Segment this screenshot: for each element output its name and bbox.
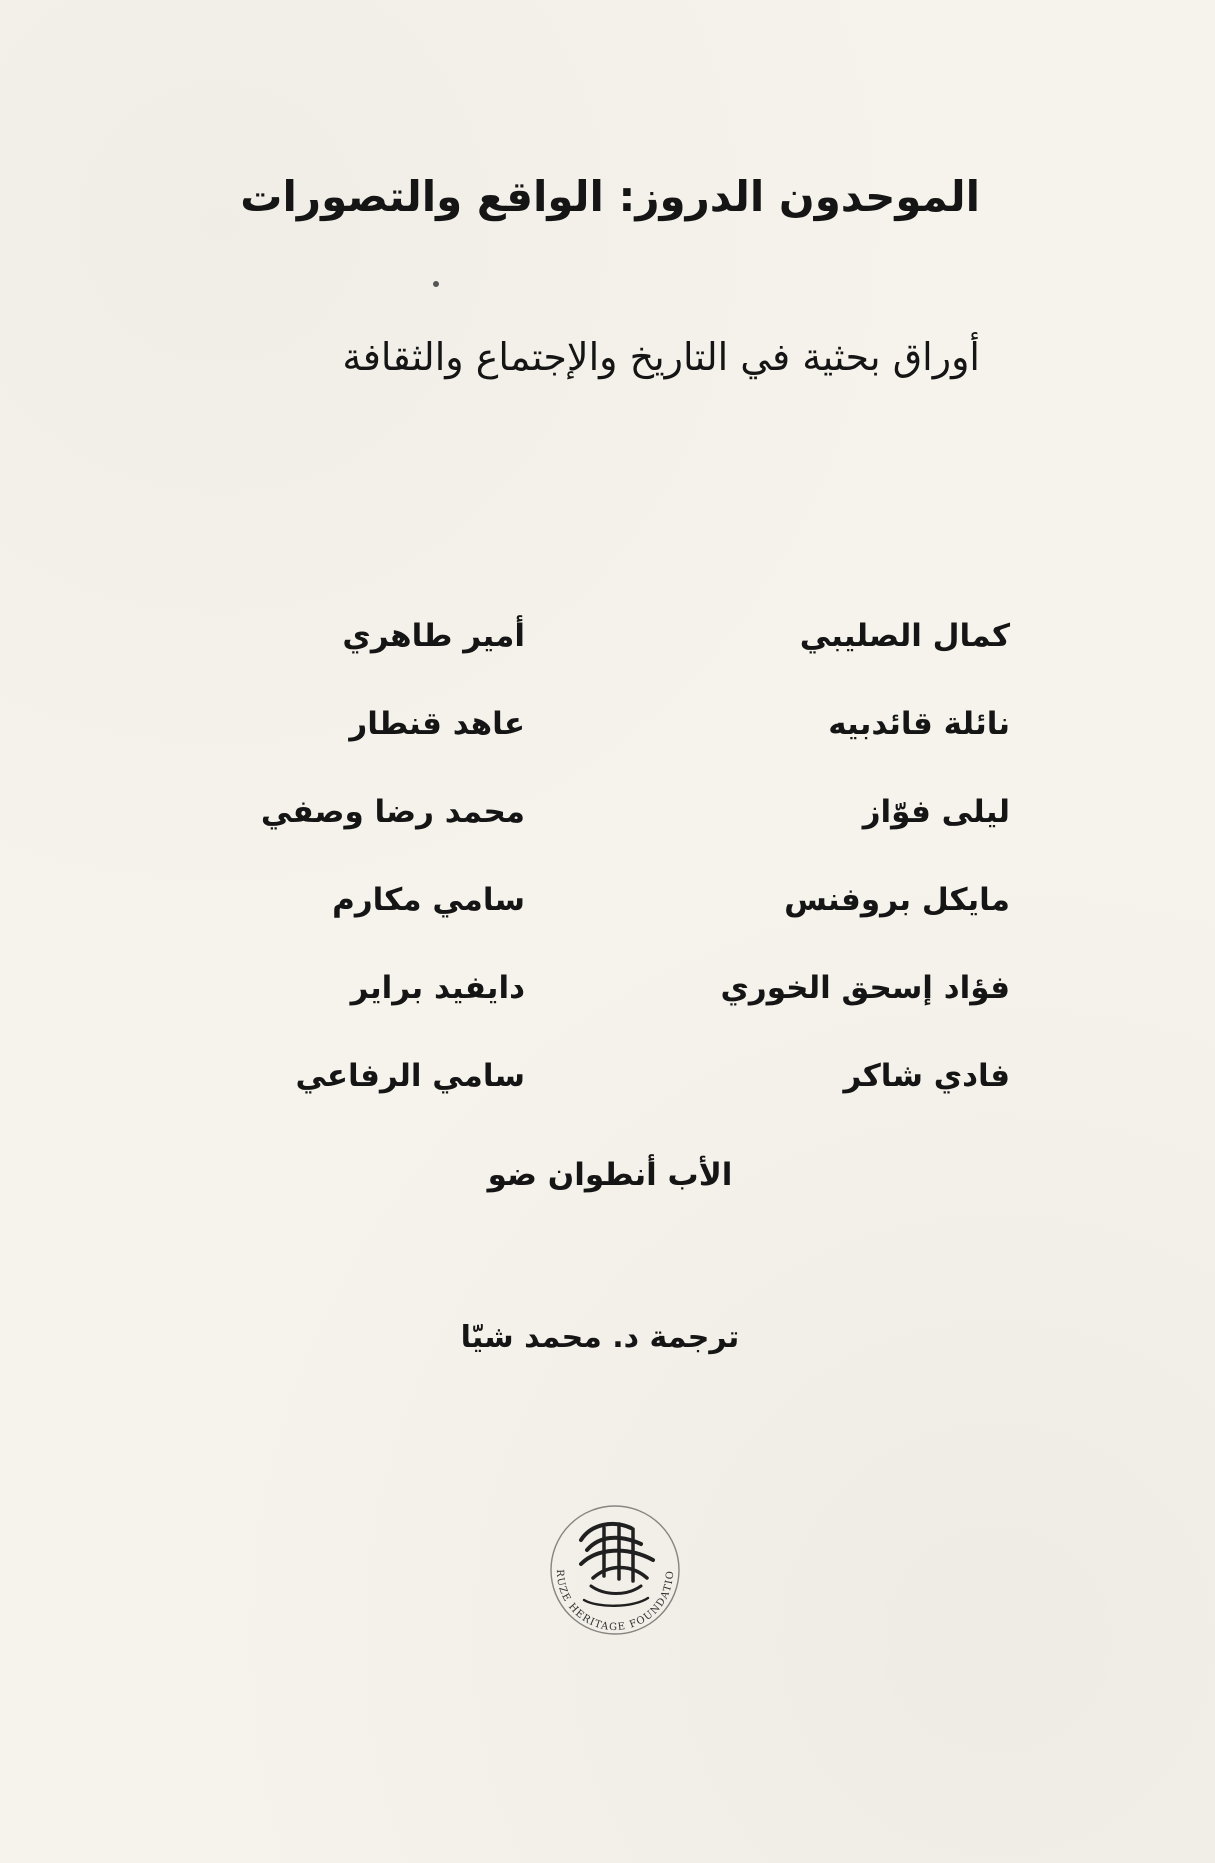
- translator-credit: ترجمة د. محمد شيّا: [460, 1320, 740, 1355]
- author-row: [250, 794, 1010, 882]
- author-name: نائلة قائدبيه: [828, 706, 1010, 742]
- author-name: مايكل بروفنس: [784, 882, 1010, 918]
- authors-list: [250, 618, 1010, 1146]
- author-name: أمير طاهري: [342, 618, 525, 654]
- author-name: سامي الرفاعي: [295, 1058, 525, 1094]
- calligraphy-seal-icon: [535, 1490, 695, 1650]
- author-row: [250, 618, 1010, 706]
- author-row: [250, 882, 1010, 970]
- ink-speck: [433, 281, 439, 287]
- author-row: [250, 706, 1010, 794]
- page-subtitle: أوراق بحثية في التاريخ والإجتماع والثقافة: [342, 335, 980, 379]
- author-name-centered: الأب أنطوان ضو: [487, 1157, 733, 1193]
- author-name: دايفيد براير: [350, 970, 525, 1006]
- logo-text: RUZE HERITAGE FOUNDATIO: [553, 1569, 677, 1634]
- author-name: كمال الصليبي: [799, 618, 1010, 654]
- author-name: فؤاد إسحق الخوري: [720, 970, 1010, 1006]
- author-name: سامي مكارم: [332, 882, 525, 918]
- author-row: [250, 970, 1010, 1058]
- author-name: عاهد قنطار: [349, 706, 525, 742]
- page-title: الموحدون الدروز: الواقع والتصورات: [240, 172, 980, 221]
- author-row: [250, 1058, 1010, 1146]
- author-name: ليلى فوّاز: [862, 794, 1010, 830]
- author-name: محمد رضا وصفي: [260, 794, 525, 830]
- author-name: فادي شاكر: [843, 1058, 1010, 1094]
- druze-heritage-foundation-logo: [535, 1490, 695, 1650]
